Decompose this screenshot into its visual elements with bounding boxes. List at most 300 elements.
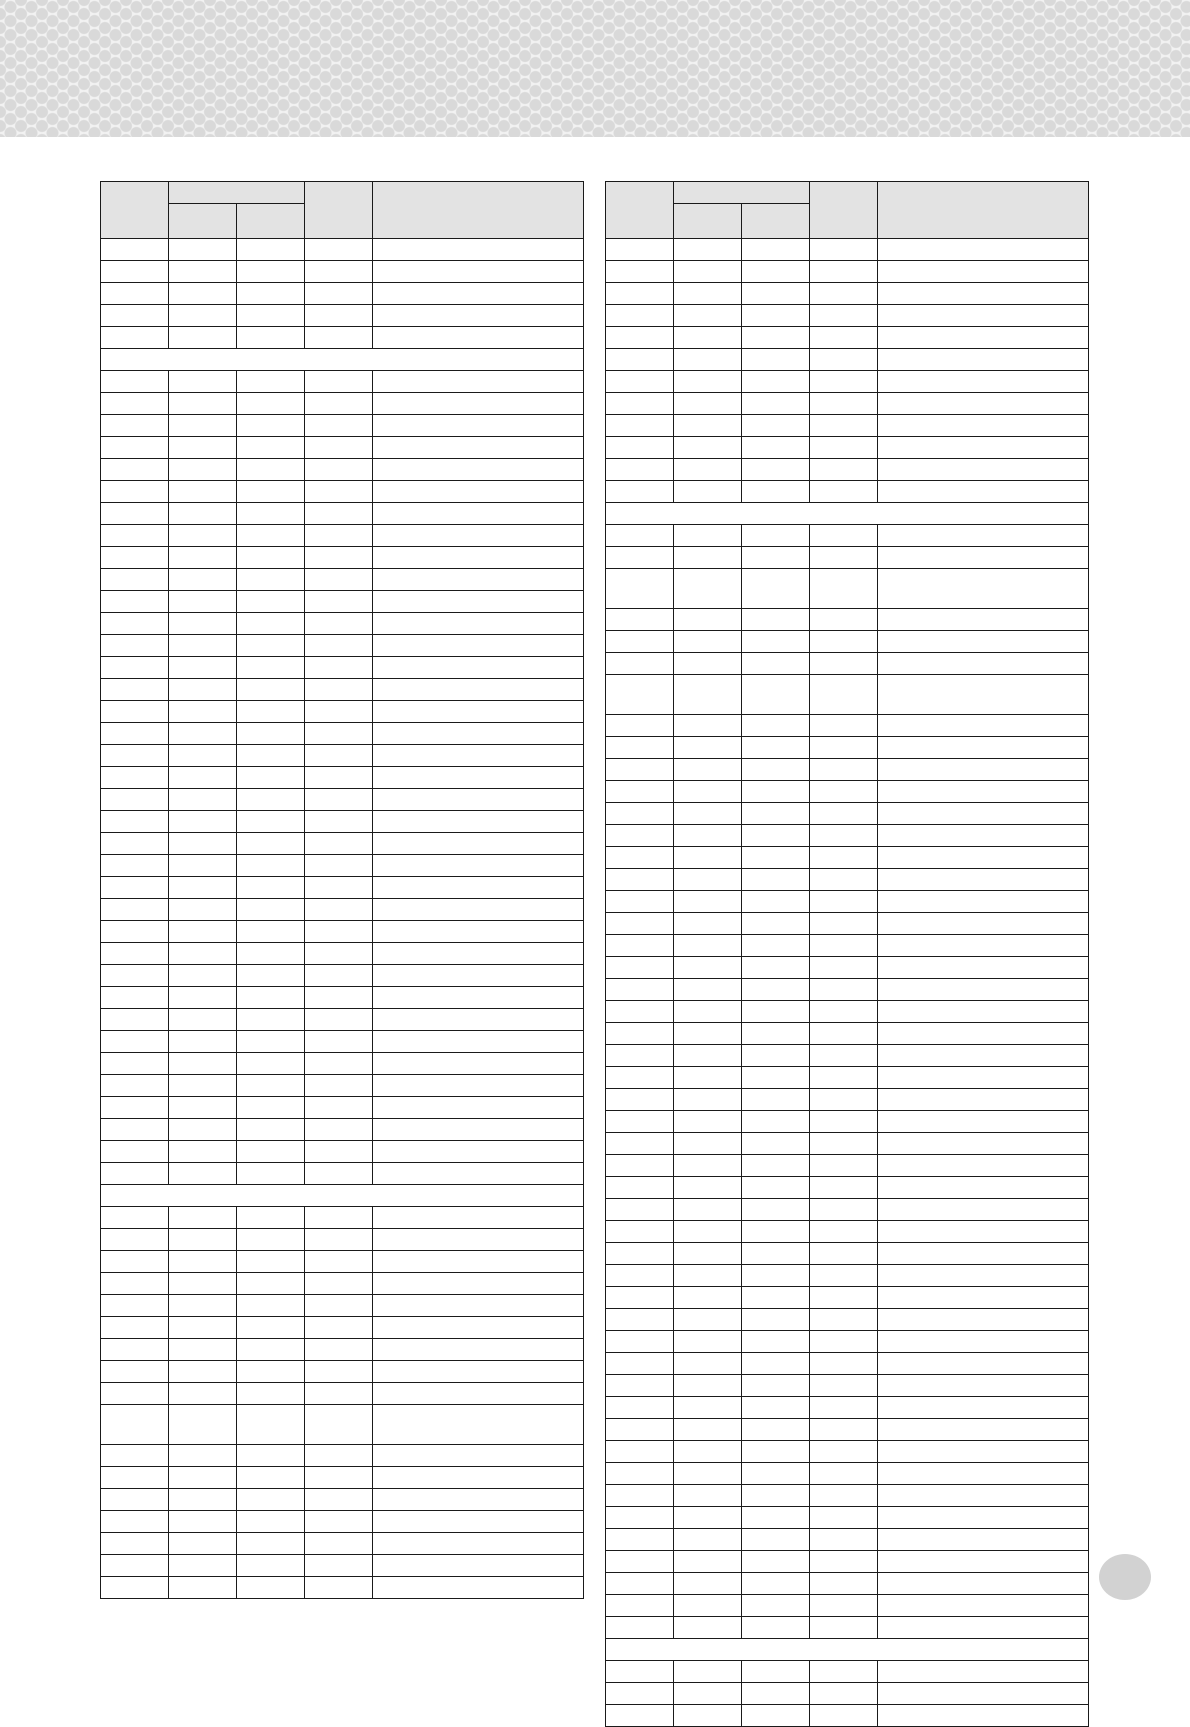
table-row xyxy=(101,701,584,723)
table-row xyxy=(606,1595,1089,1617)
table-cell xyxy=(810,437,878,459)
table-cell xyxy=(101,1075,169,1097)
table-cell xyxy=(810,715,878,737)
table-cell xyxy=(810,1199,878,1221)
table-cell xyxy=(878,653,1089,675)
table-cell xyxy=(674,547,742,569)
table-cell xyxy=(810,1419,878,1441)
table-cell xyxy=(674,393,742,415)
table-cell xyxy=(169,371,237,393)
table-row xyxy=(101,767,584,789)
table-row xyxy=(101,1577,584,1599)
table-cell xyxy=(742,979,810,1001)
table-cell xyxy=(373,305,584,327)
table-cell xyxy=(742,415,810,437)
table-cell xyxy=(305,899,373,921)
table-cell xyxy=(606,415,674,437)
table-cell xyxy=(373,1119,584,1141)
table-cell xyxy=(606,1661,674,1683)
table-cell xyxy=(674,1375,742,1397)
table-cell xyxy=(810,825,878,847)
table-cell xyxy=(878,437,1089,459)
table-cell xyxy=(810,737,878,759)
table-cell xyxy=(810,1463,878,1485)
table-cell xyxy=(305,503,373,525)
table-cell xyxy=(373,591,584,613)
table-cell xyxy=(373,525,584,547)
table-cell xyxy=(742,481,810,503)
table-cell xyxy=(674,283,742,305)
table-cell xyxy=(878,283,1089,305)
table-row xyxy=(101,855,584,877)
table-cell xyxy=(169,1489,237,1511)
table-cell xyxy=(742,1617,810,1639)
table-cell xyxy=(742,675,810,715)
table-cell xyxy=(305,767,373,789)
table-row xyxy=(606,1155,1089,1177)
table-cell xyxy=(674,415,742,437)
table-cell xyxy=(674,437,742,459)
table-cell xyxy=(169,1163,237,1185)
table-cell xyxy=(742,1199,810,1221)
table-cell xyxy=(742,1573,810,1595)
table-cell xyxy=(373,547,584,569)
table-cell xyxy=(237,921,305,943)
table-cell xyxy=(305,1361,373,1383)
table-cell xyxy=(674,653,742,675)
table-cell xyxy=(101,965,169,987)
table-cell xyxy=(169,1405,237,1445)
table-row xyxy=(101,679,584,701)
page-number-badge xyxy=(1099,1554,1151,1600)
header-subcell xyxy=(742,204,810,239)
table-row xyxy=(606,1683,1089,1705)
table-cell xyxy=(237,1053,305,1075)
table-cell xyxy=(810,1551,878,1573)
table-cell xyxy=(742,1507,810,1529)
table-cell xyxy=(878,1331,1089,1353)
table-cell xyxy=(373,1273,584,1295)
table-row xyxy=(606,1287,1089,1309)
table-cell xyxy=(101,1405,169,1445)
table-cell xyxy=(373,789,584,811)
table-cell xyxy=(810,239,878,261)
table-cell xyxy=(810,283,878,305)
table-cell xyxy=(742,525,810,547)
table-cell xyxy=(305,415,373,437)
table-cell xyxy=(742,1441,810,1463)
table-cell xyxy=(674,759,742,781)
table-cell xyxy=(101,1009,169,1031)
table-cell xyxy=(606,1001,674,1023)
table-cell xyxy=(742,1331,810,1353)
header-cell xyxy=(373,182,584,239)
table-cell xyxy=(742,737,810,759)
table-row xyxy=(101,283,584,305)
table-cell xyxy=(305,1207,373,1229)
table-cell xyxy=(674,803,742,825)
table-cell xyxy=(305,1009,373,1031)
section-row xyxy=(606,1639,1089,1661)
table-cell xyxy=(305,1119,373,1141)
table-cell xyxy=(878,393,1089,415)
table-cell xyxy=(606,481,674,503)
table-cell xyxy=(674,459,742,481)
table-cell xyxy=(878,1023,1089,1045)
table-cell xyxy=(101,767,169,789)
table-cell xyxy=(101,283,169,305)
table-cell xyxy=(606,957,674,979)
table-cell xyxy=(101,679,169,701)
table-cell xyxy=(810,305,878,327)
table-cell xyxy=(237,635,305,657)
table-cell xyxy=(305,371,373,393)
table-cell xyxy=(237,1555,305,1577)
table-cell xyxy=(237,327,305,349)
table-cell xyxy=(237,1229,305,1251)
table-cell xyxy=(169,657,237,679)
section-label xyxy=(101,349,584,371)
table-cell xyxy=(237,789,305,811)
table-cell xyxy=(878,459,1089,481)
table-row xyxy=(606,349,1089,371)
table-row xyxy=(101,261,584,283)
table-cell xyxy=(674,1705,742,1727)
table-row xyxy=(101,943,584,965)
table-cell xyxy=(810,569,878,609)
table-cell xyxy=(606,283,674,305)
table-cell xyxy=(305,921,373,943)
table-row xyxy=(606,1463,1089,1485)
table-cell xyxy=(606,1375,674,1397)
table-cell xyxy=(101,1141,169,1163)
table-cell xyxy=(373,1251,584,1273)
table-row xyxy=(606,1507,1089,1529)
table-row xyxy=(606,935,1089,957)
table-cell xyxy=(742,1309,810,1331)
table-row xyxy=(101,481,584,503)
table-cell xyxy=(305,305,373,327)
table-cell xyxy=(169,459,237,481)
table-cell xyxy=(674,1441,742,1463)
table-cell xyxy=(305,1445,373,1467)
table-cell xyxy=(373,767,584,789)
table-cell xyxy=(237,1577,305,1599)
table-cell xyxy=(373,1207,584,1229)
table-row xyxy=(101,1097,584,1119)
table-cell xyxy=(373,239,584,261)
table-cell xyxy=(878,891,1089,913)
table-cell xyxy=(101,745,169,767)
table-cell xyxy=(810,349,878,371)
table-row xyxy=(606,825,1089,847)
table-cell xyxy=(810,1045,878,1067)
table-cell xyxy=(237,459,305,481)
table-cell xyxy=(742,569,810,609)
table-cell xyxy=(742,393,810,415)
table-cell xyxy=(373,635,584,657)
section-label xyxy=(101,1185,584,1207)
section-label xyxy=(606,503,1089,525)
table-cell xyxy=(742,371,810,393)
table-cell xyxy=(810,1375,878,1397)
table-row xyxy=(606,1441,1089,1463)
table-cell xyxy=(237,1295,305,1317)
table-cell xyxy=(810,1177,878,1199)
table-row xyxy=(606,609,1089,631)
table-cell xyxy=(878,825,1089,847)
table-row xyxy=(101,1405,584,1445)
table-cell xyxy=(373,459,584,481)
table-cell xyxy=(606,1463,674,1485)
table-cell xyxy=(169,833,237,855)
table-row xyxy=(101,569,584,591)
table-row xyxy=(606,1221,1089,1243)
table-cell xyxy=(237,305,305,327)
table-cell xyxy=(169,1207,237,1229)
table-cell xyxy=(237,723,305,745)
table-cell xyxy=(101,987,169,1009)
table-cell xyxy=(101,415,169,437)
table-cell xyxy=(305,789,373,811)
table-row xyxy=(606,481,1089,503)
table-cell xyxy=(674,1419,742,1441)
table-row xyxy=(101,459,584,481)
table-cell xyxy=(742,239,810,261)
table-row xyxy=(101,1511,584,1533)
table-cell xyxy=(742,1221,810,1243)
table-cell xyxy=(810,803,878,825)
table-cell xyxy=(674,349,742,371)
table-row xyxy=(606,957,1089,979)
table-cell xyxy=(169,987,237,1009)
table-cell xyxy=(878,737,1089,759)
table-cell xyxy=(373,811,584,833)
table-row xyxy=(101,1229,584,1251)
table-cell xyxy=(674,979,742,1001)
table-cell xyxy=(101,1317,169,1339)
table-cell xyxy=(305,437,373,459)
left-data-table xyxy=(100,181,584,1599)
table-cell xyxy=(373,1009,584,1031)
table-cell xyxy=(305,1097,373,1119)
table-cell xyxy=(810,869,878,891)
table-cell xyxy=(101,1361,169,1383)
table-cell xyxy=(373,1031,584,1053)
table-cell xyxy=(742,261,810,283)
table-row xyxy=(101,1339,584,1361)
table-cell xyxy=(237,393,305,415)
table-cell xyxy=(810,1023,878,1045)
table-cell xyxy=(674,1133,742,1155)
table-row xyxy=(606,415,1089,437)
table-cell xyxy=(878,1617,1089,1639)
table-cell xyxy=(674,1507,742,1529)
table-row xyxy=(606,1265,1089,1287)
table-cell xyxy=(237,1383,305,1405)
table-cell xyxy=(674,715,742,737)
table-cell xyxy=(237,371,305,393)
table-cell xyxy=(169,503,237,525)
table-cell xyxy=(878,957,1089,979)
table-cell xyxy=(305,1053,373,1075)
table-cell xyxy=(101,1031,169,1053)
table-cell xyxy=(169,943,237,965)
table-cell xyxy=(373,1097,584,1119)
table-cell xyxy=(101,613,169,635)
table-cell xyxy=(674,305,742,327)
table-cell xyxy=(606,935,674,957)
table-cell xyxy=(742,1155,810,1177)
table-cell xyxy=(810,459,878,481)
table-cell xyxy=(169,305,237,327)
table-row xyxy=(101,1009,584,1031)
table-row xyxy=(101,635,584,657)
table-cell xyxy=(810,1705,878,1727)
table-cell xyxy=(878,1529,1089,1551)
table-cell xyxy=(305,1339,373,1361)
table-cell xyxy=(810,781,878,803)
table-cell xyxy=(742,459,810,481)
table-cell xyxy=(169,481,237,503)
table-cell xyxy=(742,1287,810,1309)
table-cell xyxy=(742,847,810,869)
table-cell xyxy=(606,1529,674,1551)
table-cell xyxy=(237,481,305,503)
table-cell xyxy=(101,305,169,327)
table-cell xyxy=(373,943,584,965)
table-cell xyxy=(742,1661,810,1683)
table-cell xyxy=(606,759,674,781)
table-cell xyxy=(810,393,878,415)
table-cell xyxy=(742,1397,810,1419)
table-row xyxy=(606,1023,1089,1045)
table-cell xyxy=(373,1163,584,1185)
table-cell xyxy=(606,1353,674,1375)
table-cell xyxy=(878,1463,1089,1485)
table-cell xyxy=(169,1339,237,1361)
table-cell xyxy=(237,1445,305,1467)
table-cell xyxy=(606,1155,674,1177)
table-cell xyxy=(169,569,237,591)
table-cell xyxy=(101,1053,169,1075)
table-cell xyxy=(606,653,674,675)
table-cell xyxy=(742,1023,810,1045)
table-cell xyxy=(606,1309,674,1331)
table-cell xyxy=(101,393,169,415)
table-cell xyxy=(674,1243,742,1265)
table-cell xyxy=(305,525,373,547)
table-row xyxy=(101,811,584,833)
table-cell xyxy=(101,1555,169,1577)
table-row xyxy=(101,239,584,261)
table-cell xyxy=(742,631,810,653)
table-cell xyxy=(810,1221,878,1243)
table-cell xyxy=(169,1577,237,1599)
table-cell xyxy=(810,481,878,503)
table-cell xyxy=(237,1489,305,1511)
table-cell xyxy=(674,781,742,803)
table-cell xyxy=(305,1031,373,1053)
table-cell xyxy=(237,569,305,591)
table-cell xyxy=(878,1199,1089,1221)
table-row xyxy=(606,1397,1089,1419)
table-cell xyxy=(237,1141,305,1163)
table-cell xyxy=(101,855,169,877)
table-cell xyxy=(169,1317,237,1339)
table-cell xyxy=(373,745,584,767)
table-cell xyxy=(810,547,878,569)
table-cell xyxy=(742,1067,810,1089)
table-row xyxy=(606,1133,1089,1155)
table-cell xyxy=(305,459,373,481)
table-cell xyxy=(237,1533,305,1555)
table-cell xyxy=(810,1573,878,1595)
table-cell xyxy=(742,935,810,957)
table-cell xyxy=(742,609,810,631)
table-row xyxy=(101,305,584,327)
table-cell xyxy=(810,327,878,349)
table-cell xyxy=(237,283,305,305)
table-cell xyxy=(237,833,305,855)
table-row xyxy=(606,305,1089,327)
table-row xyxy=(101,877,584,899)
table-cell xyxy=(606,1287,674,1309)
table-cell xyxy=(606,737,674,759)
table-cell xyxy=(101,1251,169,1273)
table-cell xyxy=(878,239,1089,261)
table-cell xyxy=(237,965,305,987)
table-cell xyxy=(373,569,584,591)
table-row xyxy=(606,1309,1089,1331)
table-cell xyxy=(169,1361,237,1383)
table-cell xyxy=(373,1511,584,1533)
table-cell xyxy=(878,1683,1089,1705)
table-cell xyxy=(606,1705,674,1727)
table-cell xyxy=(810,1661,878,1683)
table-cell xyxy=(169,811,237,833)
table-cell xyxy=(878,1243,1089,1265)
table-cell xyxy=(169,635,237,657)
table-cell xyxy=(101,833,169,855)
table-cell xyxy=(674,1331,742,1353)
table-cell xyxy=(810,1309,878,1331)
table-cell xyxy=(878,1221,1089,1243)
table-cell xyxy=(878,1265,1089,1287)
table-cell xyxy=(878,1573,1089,1595)
table-cell xyxy=(373,261,584,283)
table-cell xyxy=(878,261,1089,283)
table-cell xyxy=(742,1529,810,1551)
table-cell xyxy=(305,1533,373,1555)
dotted-header-banner xyxy=(0,0,1190,137)
table-cell xyxy=(101,1097,169,1119)
table-cell xyxy=(305,965,373,987)
table-cell xyxy=(810,913,878,935)
table-cell xyxy=(237,1097,305,1119)
table-row xyxy=(606,715,1089,737)
table-cell xyxy=(169,723,237,745)
table-cell xyxy=(305,1489,373,1511)
table-cell xyxy=(606,525,674,547)
table-cell xyxy=(742,1045,810,1067)
table-cell xyxy=(878,1485,1089,1507)
table-cell xyxy=(606,1507,674,1529)
table-cell xyxy=(101,877,169,899)
table-cell xyxy=(101,1119,169,1141)
table-cell xyxy=(169,1445,237,1467)
table-cell xyxy=(373,833,584,855)
